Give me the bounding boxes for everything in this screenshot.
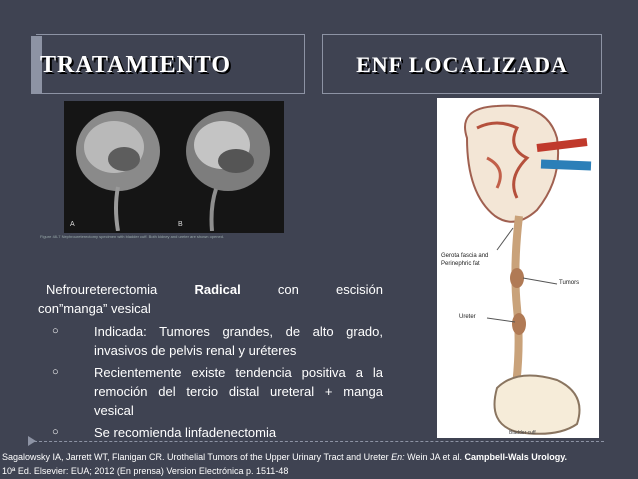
specimen-b-image — [176, 107, 276, 231]
label-ureter: Ureter — [459, 314, 476, 320]
reference-book: Campbell-Wals Urology. — [464, 452, 568, 462]
anatomy-diagram — [437, 98, 599, 438]
lead-word-4: escisión — [336, 282, 383, 297]
panel-a-label: A — [70, 221, 75, 228]
lead-word-1: Nefroureterectomia — [46, 282, 158, 297]
slide-subtitle: ENF LOCALIZADA — [356, 52, 568, 77]
lead-line — [38, 280, 383, 299]
bullet-item — [38, 363, 383, 420]
reference-edition: 10ª Ed. Elsevier: EUA; 2012 (En prensa) Version Electrónica p. 1511-48 — [2, 466, 289, 476]
bullet-icon: ○ — [52, 325, 59, 337]
content-body — [38, 280, 383, 445]
bullet-text: Se recomienda linfadenectomia — [94, 425, 277, 440]
bullet-item — [38, 322, 383, 360]
bullet-text: Indicada: Tumores grandes, de alto grado, invasivos de pelvis renal y uréteres — [94, 324, 383, 358]
lead-word-3: con — [277, 282, 299, 297]
reference-editors: Wein JA et al. — [404, 452, 465, 462]
label-gerota: Gerota fascia and Perinephric fat — [441, 253, 489, 267]
reference-citation — [2, 450, 638, 478]
lead-line-2: con”manga” vesical — [38, 301, 151, 316]
panel-b-label: B — [178, 221, 183, 228]
bullet-list — [38, 322, 383, 442]
lead-word-2: Radical — [194, 282, 241, 297]
bullet-text: Recientemente existe tendencia positiva a la remoción del tercio distal ureteral + manga vesical — [94, 365, 383, 418]
footer-divider — [34, 441, 604, 442]
specimen-a-image — [68, 107, 168, 231]
slide-title: TRATAMIENTO — [40, 52, 232, 78]
reference-en: En: — [391, 452, 405, 462]
bullet-icon: ○ — [52, 366, 59, 378]
label-bottom: Bladder cuff — [509, 430, 536, 436]
bullet-icon: ○ — [52, 426, 59, 438]
figure-caption: Figure 48-7 Nephroureterectomy specimen with bladder cuff. Both kidney and ureter are shown opened. — [40, 234, 225, 239]
reference-authors: Sagalowsky IA, Jarrett WT, Flanigan CR. Urothelial Tumors of the Upper Urinary Tract and Ureter — [2, 452, 392, 462]
label-tumors: Tumors — [559, 280, 580, 286]
specimen-photo — [64, 101, 284, 233]
kidney-ureter-illustration — [437, 98, 599, 438]
bullet-item — [38, 423, 383, 442]
